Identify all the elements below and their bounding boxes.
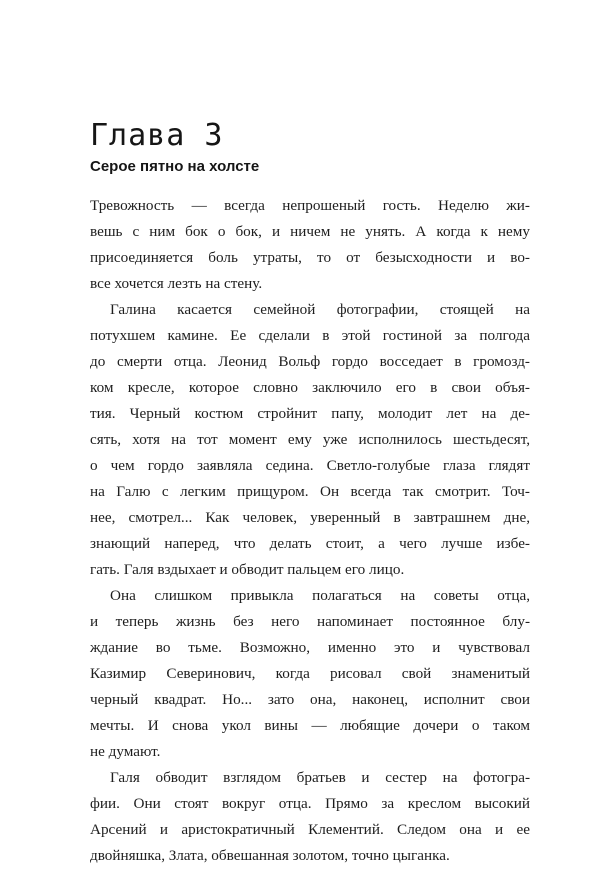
text-line: не думают. (90, 743, 161, 760)
text-line: Галя обводит взглядом братьев и сестер на фотогра- (110, 769, 530, 786)
text-line: Тревожность — всегда непрошеный гость. Неделю жи- (90, 197, 530, 214)
text-line: потухшем камине. Ее сделали в этой гостиной за полгода (90, 327, 530, 344)
text-line: фии. Они стоят вокруг отца. Прямо за креслом высокий (90, 795, 530, 812)
text-line: ждание во тьме. Возможно, именно это и чувствовал (90, 639, 530, 656)
text-line: гать. Галя вздыхает и обводит пальцем его лицо. (90, 561, 405, 578)
text-line: мечты. И снова укол вины — любящие дочери о таком (90, 717, 530, 734)
chapter-body (90, 193, 530, 869)
text-line: все хочется лезть на стену. (90, 275, 263, 292)
text-line: нее, смотрел... Как человек, уверенный в завтрашнем дне, (90, 509, 530, 526)
text-line: тия. Черный костюм стройнит папу, молодит лет на де- (90, 405, 530, 422)
chapter-subtitle: Серое пятно на холсте (90, 158, 260, 175)
paragraph (90, 583, 530, 765)
text-line: Она слишком привыкла полагаться на советы отца, (110, 587, 530, 604)
text-line: Казимир Северинович, когда рисовал свой знаменитый (90, 665, 530, 682)
text-line: Арсений и аристократичный Клементий. Следом она и ее (90, 821, 530, 838)
text-line: Галина касается семейной фотографии, стоящей на (110, 301, 530, 318)
text-line: и теперь жизнь без него напоминает постоянное блу- (90, 613, 530, 630)
text-line: знающий наперед, что делать стоит, а чего лучше избе- (90, 535, 530, 552)
text-line: присоединяется боль утраты, то от безысходности и во- (90, 249, 530, 266)
paragraph (90, 765, 530, 869)
text-line: двойняшка, Злата, обвешанная золотом, точно цыганка. (90, 847, 450, 864)
text-line: до смерти отца. Леонид Вольф гордо восседает в громозд- (90, 353, 530, 370)
text-line: на Галю с легким прищуром. Он всегда так смотрит. Точ- (90, 483, 530, 500)
paragraph (90, 193, 530, 297)
chapter-title: Глава 3 (90, 118, 224, 153)
text-line: сять, хотя на тот момент ему уже исполнилось шестьдесят, (90, 431, 530, 448)
paragraph (90, 297, 530, 583)
text-line: ком кресле, которое словно заключило его в свои объя- (90, 379, 530, 396)
text-line: черный квадрат. Но... зато она, наконец, исполнит свои (90, 691, 530, 708)
text-line: вешь с ним бок о бок, и ничем не унять. А когда к нему (90, 223, 530, 240)
text-line: о чем гордо заявляла седина. Светло-голубые глаза глядят (90, 457, 530, 474)
